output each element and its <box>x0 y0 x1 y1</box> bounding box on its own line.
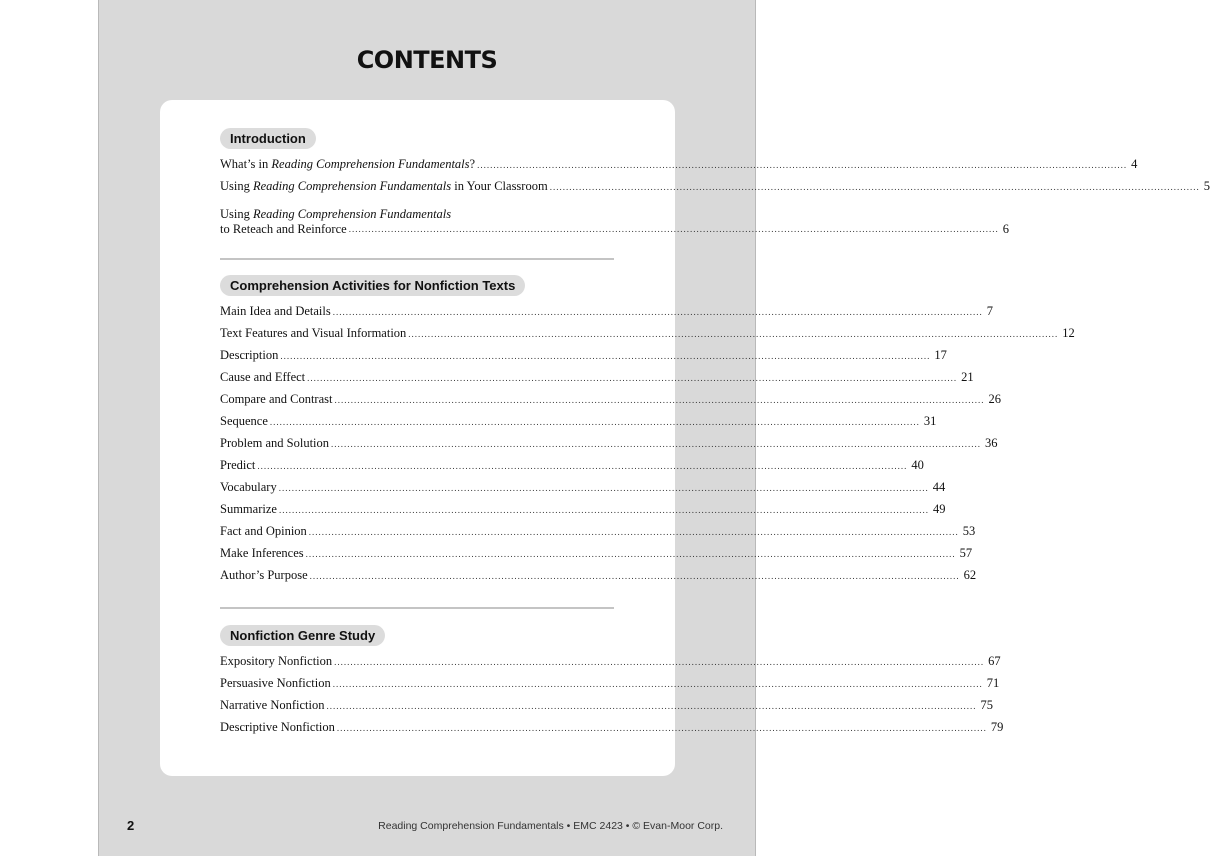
page-number: 2 <box>127 818 135 833</box>
entry-page-number: 7 <box>986 304 993 318</box>
dot-leader: ........................................................................................................................................................................................................ <box>305 549 956 559</box>
entry-label: Main Idea and Details <box>220 304 331 318</box>
entry-page-number: 12 <box>1062 326 1075 340</box>
entry-page-number: 26 <box>988 392 1001 406</box>
toc-entry[interactable] <box>220 201 1009 239</box>
toc-entry[interactable] <box>220 414 937 436</box>
toc-entry[interactable] <box>220 720 1004 742</box>
dot-leader: ........................................................................................................................................................................................................ <box>336 723 987 733</box>
entry-label: Using Reading Comprehension Fundamentals in Your Classroom <box>220 179 548 193</box>
dot-leader: ........................................................................................................................................................................................................ <box>348 224 999 234</box>
footer-credit: Reading Comprehension Fundamentals • EMC 2423 • © Evan-Moor Corp. <box>378 820 723 832</box>
section-comprehension-activities <box>220 275 1075 590</box>
entry-page-number: 4 <box>1131 157 1138 171</box>
entry-page-number: 17 <box>934 348 947 362</box>
dot-leader: ........................................................................................................................................................................................................ <box>278 505 929 515</box>
dot-leader: ........................................................................................................................................................................................................ <box>477 160 1128 170</box>
toc-entry[interactable] <box>220 458 924 480</box>
toc-entry[interactable] <box>220 654 1001 676</box>
dot-leader: ........................................................................................................................................................................................................ <box>331 439 982 449</box>
entry-list <box>220 157 1210 239</box>
dot-leader: ........................................................................................................................................................................................................ <box>332 679 983 689</box>
entry-label: Descriptive Nonfiction <box>220 720 335 734</box>
entry-page-number: 75 <box>980 698 993 712</box>
entry-label: Vocabulary <box>220 480 277 494</box>
toc-entry[interactable] <box>220 502 946 524</box>
dot-leader: ........................................................................................................................................................................................................ <box>309 571 960 581</box>
toc-entry[interactable] <box>220 392 1001 414</box>
toc-entry[interactable] <box>220 348 947 370</box>
entry-label: Expository Nonfiction <box>220 654 333 668</box>
toc-entry[interactable] <box>220 179 1210 201</box>
entry-page-number: 67 <box>988 654 1001 668</box>
entry-page-number: 57 <box>959 546 973 560</box>
toc-entry[interactable] <box>220 436 998 458</box>
entry-page-number: 31 <box>923 414 937 428</box>
toc-entry[interactable] <box>220 568 977 590</box>
toc-entry[interactable] <box>220 676 1000 698</box>
dot-leader: ........................................................................................................................................................................................................ <box>326 701 977 711</box>
entry-page-number: 21 <box>961 370 974 384</box>
entry-label: Predict <box>220 458 256 472</box>
toc-entry[interactable] <box>220 304 993 326</box>
dot-leader: ........................................................................................................................................................................................................ <box>278 483 929 493</box>
entry-label: Author’s Purpose <box>220 568 308 582</box>
contents-panel <box>160 100 1210 776</box>
dot-leader: ........................................................................................................................................................................................................ <box>269 417 920 427</box>
entry-label: Fact and Opinion <box>220 524 307 538</box>
section-genre-study <box>220 625 1004 742</box>
entry-label: What’s in Reading Comprehension Fundamentals? <box>220 157 476 171</box>
entry-label: Text Features and Visual Information <box>220 326 407 340</box>
dot-leader: ........................................................................................................................................................................................................ <box>334 657 985 667</box>
entry-page-number: 6 <box>1002 222 1009 236</box>
entry-page-number: 71 <box>986 676 1000 690</box>
toc-entry[interactable] <box>220 480 946 502</box>
page-sheet <box>98 0 1210 856</box>
dot-leader: ........................................................................................................................................................................................................ <box>307 373 958 383</box>
toc-entry[interactable] <box>220 698 993 720</box>
dot-leader: ........................................................................................................................................................................................................ <box>334 395 985 405</box>
entry-label: Sequence <box>220 414 268 428</box>
toc-entry[interactable] <box>220 370 974 392</box>
entry-label: Description <box>220 348 279 362</box>
entry-page-number: 36 <box>985 436 998 450</box>
entry-page-number: 62 <box>963 568 977 582</box>
dot-leader: ........................................................................................................................................................................................................ <box>257 461 908 471</box>
entry-page-number: 79 <box>990 720 1004 734</box>
toc-entry[interactable] <box>220 157 1138 179</box>
dot-leader: ........................................................................................................................................................................................................ <box>549 182 1200 192</box>
section-heading: Nonfiction Genre Study <box>220 625 385 646</box>
toc-entry[interactable] <box>220 524 976 546</box>
toc-entry[interactable] <box>220 326 1075 348</box>
toc-entry[interactable] <box>220 546 973 568</box>
entry-label: Cause and Effect <box>220 370 306 384</box>
entry-page-number: 49 <box>932 502 946 516</box>
dot-leader: ........................................................................................................................................................................................................ <box>332 307 983 317</box>
entry-page-number: 40 <box>911 458 924 472</box>
entry-label: Using Reading Comprehension Fundamentals to Reteach and Reinforce ........................................................................................................................................................................................................ <box>220 207 999 236</box>
dot-leader: ........................................................................................................................................................................................................ <box>408 329 1059 339</box>
entry-label: Narrative Nonfiction <box>220 698 325 712</box>
entry-label: Compare and Contrast <box>220 392 333 406</box>
section-divider <box>220 258 614 260</box>
section-introduction <box>220 128 1210 239</box>
entry-page-number: 44 <box>932 480 946 494</box>
dot-leader: ........................................................................................................................................................................................................ <box>280 351 931 361</box>
dot-leader: ........................................................................................................................................................................................................ <box>308 527 959 537</box>
section-heading: Comprehension Activities for Nonfiction Texts <box>220 275 525 296</box>
entry-label: Summarize <box>220 502 277 516</box>
section-divider <box>220 607 614 609</box>
entry-page-number: 53 <box>962 524 976 538</box>
entry-label: Persuasive Nonfiction <box>220 676 331 690</box>
page-title: CONTENTS <box>356 46 498 74</box>
entry-label: Problem and Solution <box>220 436 330 450</box>
section-heading: Introduction <box>220 128 316 149</box>
entry-list <box>220 654 1004 742</box>
entry-page-number: 5 <box>1203 179 1210 193</box>
entry-label: Make Inferences <box>220 546 304 560</box>
entry-list <box>220 304 1075 590</box>
